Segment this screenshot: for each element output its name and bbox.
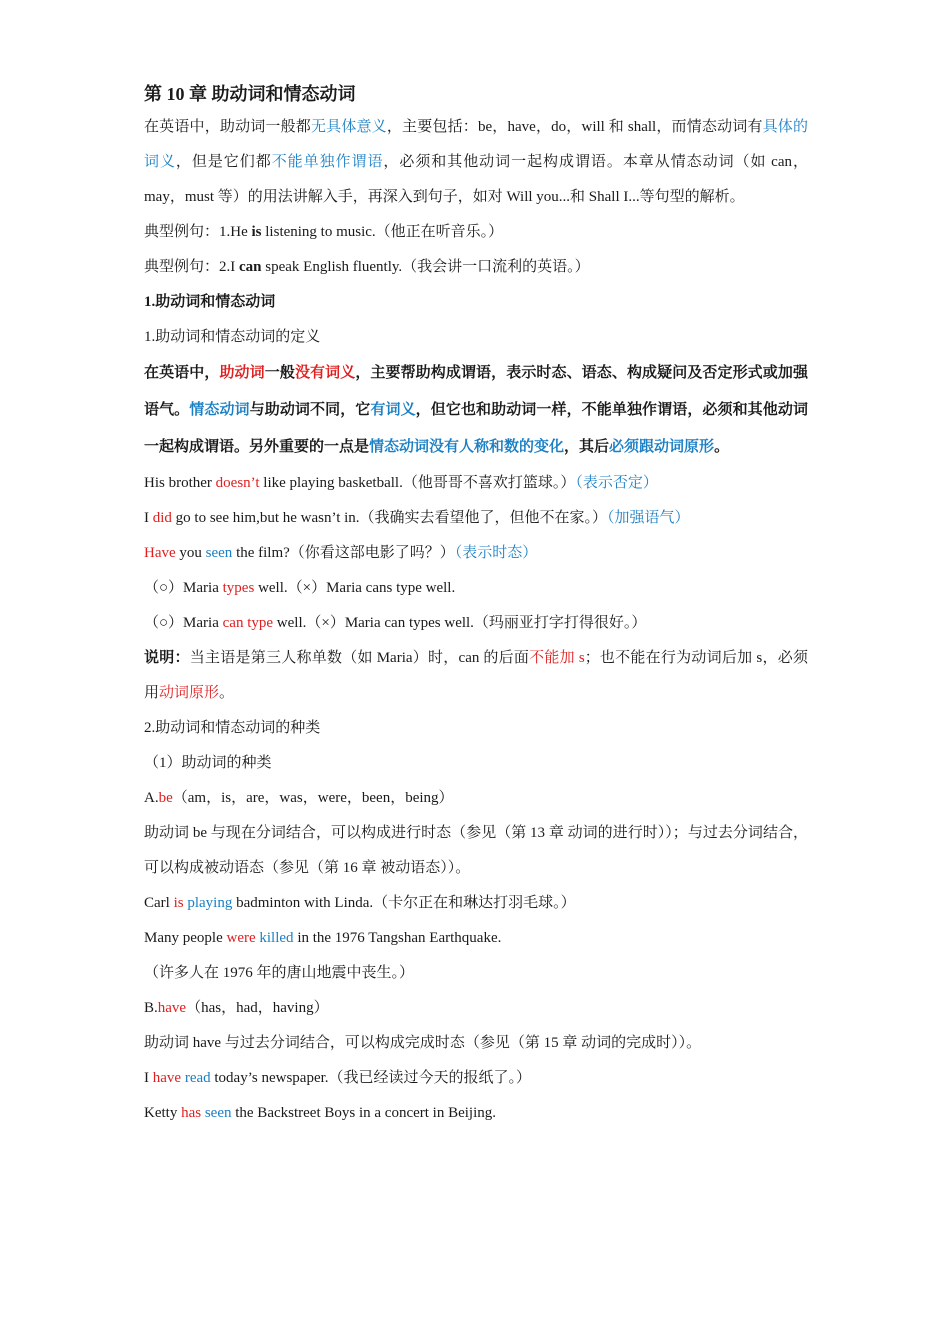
subsection-heading-types: 2.助动词和情态动词的种类 (144, 720, 321, 736)
highlight-specific-meaning: 具体的词义 (144, 119, 808, 170)
example-can-type: （○）Maria can type well.（×）Maria can types well.（玛丽亚打字打得很好。） (144, 615, 647, 631)
example-doesnt: His brother doesn’t like playing basketball.（他哥哥不喜欢打篮球。）（表示否定） (144, 475, 658, 491)
example-many-people-translation: （许多人在 1976 年的唐山地震中丧生。） (144, 965, 415, 981)
definition-paragraph: 在英语中，助动词一般没有词义，主要帮助构成谓语，表示时态、语态、构成疑问及否定形式或加强语气。情态动词与助动词不同，它有词义，但它也和助动词一样，不能单独作谓语，必须和其他动词一起构成谓语。另外重要的一点是情态动词没有人称和数的变化，其后必须跟动词原形。 (144, 365, 808, 455)
example-many-people: Many people were killed in the 1976 Tangshan Earthquake. (144, 930, 502, 946)
example-ketty: Ketty has seen the Backstreet Boys in a concert in Beijing. (144, 1105, 496, 1121)
be-description: 助动词 be 与现在分词结合，可以构成进行时态（参见（第 13 章 动词的进行时））；与过去分词结合，可以构成被动语态（参见（第 16 章 被动语态））。 (144, 825, 808, 876)
example-sentence-2: 典型例句：2.I can speak English fluently.（我会讲一口流利的英语。） (144, 259, 590, 275)
subsection-auxiliary-types: （1）助动词的种类 (144, 755, 272, 771)
highlight-cannot-predicate: 不能单独作谓语 (271, 154, 384, 170)
example-carl: Carl is playing badminton with Linda.（卡尔正在和琳达打羽毛球。） (144, 895, 576, 911)
example-types: （○）Maria types well.（×）Maria cans type well. (144, 580, 456, 596)
subsection-heading: 1.助动词和情态动词的定义 (144, 329, 321, 345)
have-description: 助动词 have 与过去分词结合，可以构成完成时态（参见（第 15 章 动词的完成时））。 (144, 1035, 702, 1051)
note-paragraph: 说明：当主语是第三人称单数（如 Maria）时，can 的后面不能加 s；也不能在行为动词后加 s，必须用动词原形。 (144, 650, 808, 701)
be-heading: A.be（am，is，are，was，were，been，being） (144, 790, 454, 806)
example-did: I did go to see him,but he wasn’t in.（我确实去看望他了，但他不在家。）（加强语气） (144, 510, 690, 526)
highlight-no-meaning: 无具体意义 (310, 119, 387, 135)
example-sentence-1: 典型例句：1.He is listening to music.（他正在听音乐。） (144, 224, 504, 240)
chapter-title: 第 10 章 助动词和情态动词 (144, 84, 356, 104)
intro-paragraph: 在英语中，助动词一般都无具体意义，主要包括：be，have，do，will 和 shall，而情态动词有具体的词义，但是它们都不能单独作谓语，必须和其他动词一起构成谓语。本章从情态动词（如 can，may，must 等）的用法讲解入手，再深入到句子，如对 Will you...和 Shall I...等句型的解析。 (144, 119, 808, 205)
example-have-seen: Have you seen the film?（你看这部电影了吗？）（表示时态） (144, 545, 538, 561)
document-page (144, 80, 808, 1131)
example-have-read: I have read today’s newspaper.（我已经读过今天的报纸了。） (144, 1070, 532, 1086)
have-heading: B.have（has，had，having） (144, 1000, 329, 1016)
section-heading: 1.助动词和情态动词 (144, 294, 276, 310)
